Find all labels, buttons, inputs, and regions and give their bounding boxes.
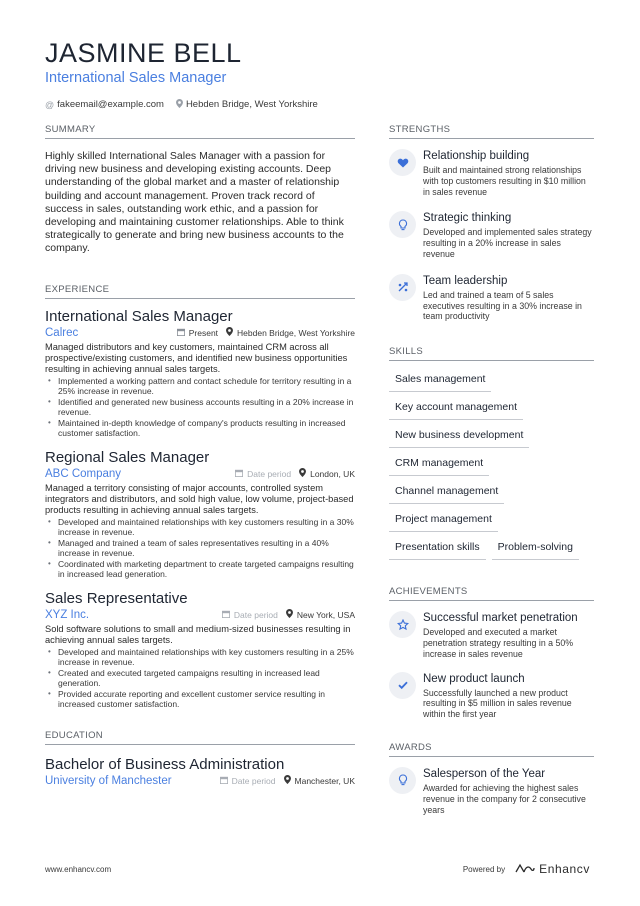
awards-heading: AWARDS: [389, 742, 594, 757]
strength-title: Relationship building: [423, 150, 530, 162]
calendar-icon: [222, 610, 230, 620]
job-location: [286, 609, 355, 620]
job-meta-right: [214, 609, 355, 620]
strength-item: [389, 149, 594, 197]
location-pin-icon: [286, 609, 293, 620]
enhancv-logo[interactable]: [515, 862, 590, 876]
skills-list: [389, 368, 594, 564]
job-meta-right: [227, 468, 355, 479]
location-text: Hebden Bridge, West Yorkshire: [185, 99, 318, 110]
award-desc: Awarded for achieving the highest sales revenue in the company for 2 consecutive years: [423, 782, 586, 815]
strength-title: Team leadership: [423, 274, 508, 287]
job-meta: [45, 609, 355, 621]
achievement-desc: Successfully launched a new product resulting in $5 million in sales revenue within the first year: [423, 687, 572, 720]
job-bullet: • Provided accurate reporting and excellent customer service resulting in increased customer satisfaction.: [45, 689, 355, 710]
skill-tag: CRM management: [389, 452, 489, 476]
job-bullet: • Maintained in-depth knowledge of company's products resulting in increased customer satisfaction.: [45, 418, 355, 439]
education-date-text: Date period: [231, 775, 276, 786]
enhancv-logo-icon: [515, 863, 535, 875]
powered-by: [463, 862, 590, 876]
education-location: [284, 775, 355, 786]
at-icon: @: [45, 99, 55, 110]
job-title: Sales Representative: [45, 589, 188, 607]
job-bullet: • Identified and generated new business accounts resulting in a 20% increase in revenue.: [45, 397, 355, 418]
job-description: Sold software solutions to small and medium-sized businesses resulting in achieving annual sales targets.: [45, 623, 351, 645]
team-icon: [389, 274, 416, 301]
job-bullet: • Created and executed targeted campaigns resulting in increased lead generation.: [45, 668, 355, 689]
check-icon: [389, 672, 416, 699]
job-entry: [45, 448, 355, 580]
summary-text: Highly skilled International Sales Manager with a passion for driving new business and developing existing accounts. Deep understanding of the global market and a master of relationship building and account management. Proven track record of success in sales, outstanding work ethic, and a passion for developing and maintaining customer relationships. Able to think strategically to generate and bring new business accounts to the company.: [45, 150, 344, 255]
job-entry: [45, 589, 355, 710]
award-title: Salesperson of the Year: [423, 767, 546, 780]
education-location-text: Manchester, UK: [294, 775, 355, 786]
job-date: [235, 469, 291, 479]
location-pin-icon: [284, 775, 291, 786]
heart-icon: [389, 149, 416, 176]
powered-by-label: Powered by: [462, 864, 506, 874]
skill-tag: Key account management: [389, 396, 523, 420]
page-footer: [45, 862, 590, 876]
job-bullets: [45, 517, 355, 580]
job-meta: [45, 327, 355, 339]
job-bullet: • Managed and trained a team of sales representatives resulting in a 40% increase in revenue.: [45, 538, 355, 559]
job-bullet: • Coordinated with marketing department to create targeted campaigns resulting in increased lead generation.: [45, 559, 355, 580]
job-title: International Sales Manager: [45, 307, 233, 325]
job-meta-right: [169, 327, 355, 338]
job-date-text: Present: [188, 327, 219, 338]
brand-name: Enhancv: [539, 862, 590, 876]
candidate-name: JASMINE BELL: [45, 38, 242, 68]
strength-item: [389, 274, 594, 322]
skill-tag: New business development: [389, 424, 529, 448]
achievement-desc: Developed and executed a market penetration strategy resulting in a 50% increase in sales revenue: [423, 627, 574, 659]
job-location: [226, 327, 355, 338]
email-item[interactable]: [45, 99, 164, 110]
location-pin-icon: [299, 468, 306, 479]
summary-section: [45, 124, 355, 256]
strength-desc: Led and trained a team of 5 sales executives resulting in a 30% increase in team productivity: [423, 289, 582, 322]
education-meta: [45, 775, 355, 787]
job-bullets: [45, 647, 355, 710]
job-entry: [45, 307, 355, 439]
education-section: [45, 730, 355, 787]
skills-heading: SKILLS: [389, 346, 594, 361]
awards-section: [389, 742, 594, 815]
job-location: [299, 468, 355, 479]
achievement-item: [389, 672, 594, 720]
skills-section: [389, 346, 594, 564]
achievement-title: Successful market penetration: [423, 612, 578, 625]
location-pin-icon: [176, 99, 183, 110]
job-meta: [45, 468, 355, 480]
job-bullet: • Developed and maintained relationships with key customers resulting in a 25% increase in revenue.: [45, 647, 355, 668]
job-title: Regional Sales Manager: [45, 448, 210, 466]
education-entry: [45, 755, 355, 787]
job-location-text: Hebden Bridge, West Yorkshire: [237, 327, 355, 338]
job-location-text: New York, USA: [296, 609, 355, 620]
job-description: Managed distributors and key customers, maintained CRM across all prospective/existing customers, and identified new business opportunities resulting in achieving annual sales targets.: [45, 341, 348, 374]
job-date-text: Date period: [247, 468, 292, 479]
achievement-title: New product launch: [423, 672, 525, 685]
location-pin-icon: [226, 327, 233, 338]
resume-header: [45, 38, 605, 110]
experience-section: [45, 284, 355, 710]
candidate-role: International Sales Manager: [45, 70, 227, 86]
summary-heading: SUMMARY: [45, 124, 355, 139]
job-location-text: London, UK: [310, 468, 355, 479]
email-text: fakeemail@example.com: [57, 99, 164, 110]
lightbulb-icon: [389, 211, 416, 238]
calendar-icon: [235, 469, 243, 479]
achievement-item: [389, 611, 594, 659]
job-date: [222, 610, 278, 620]
left-column: [45, 124, 355, 787]
strength-desc: Developed and implemented sales strategy resulting in a 20% increase in sales revenue: [423, 227, 592, 259]
star-icon: [389, 611, 416, 638]
job-description: Managed a territory consisting of major accounts, controlled system integrators and distributors, and sold high value, low volume, project-based products resulting in achieving annual sales targets.: [45, 482, 354, 515]
strengths-heading: STRENGTHS: [389, 124, 594, 139]
achievements-heading: ACHIEVEMENTS: [389, 586, 594, 601]
job-date-text: Date period: [233, 609, 278, 620]
location-item: [176, 99, 318, 110]
job-date: [177, 328, 218, 338]
education-heading: EDUCATION: [45, 730, 355, 745]
strength-item: [389, 211, 594, 259]
strength-title: Strategic thinking: [423, 212, 512, 225]
job-bullets: [45, 376, 355, 439]
experience-heading: EXPERIENCE: [45, 284, 355, 299]
footer-url[interactable]: www.enhancv.com: [45, 864, 112, 874]
skill-tag: Project management: [389, 508, 498, 532]
contact-row: [45, 99, 605, 110]
achievements-section: [389, 586, 594, 720]
company-name: XYZ Inc.: [45, 608, 90, 621]
skill-tag: Presentation skills: [389, 536, 486, 560]
job-bullet: • Developed and maintained relationships with key customers resulting in a 30% increase in revenue.: [45, 517, 355, 538]
education-date: [220, 776, 276, 786]
strength-desc: Built and maintained strong relationships with top customers resulting in $10 million in sales revenue: [423, 165, 586, 197]
school-name: University of Manchester: [45, 774, 172, 787]
skill-tag: Problem-solving: [492, 536, 579, 560]
strengths-section: [389, 124, 594, 322]
job-bullet: • Implemented a working pattern and contact schedule for territory resulting in a 25% increase in revenue.: [45, 376, 355, 397]
degree-title: Bachelor of Business Administration: [45, 755, 285, 773]
calendar-icon: [177, 328, 185, 338]
lightbulb-icon: [389, 767, 416, 794]
company-name: ABC Company: [45, 467, 122, 480]
award-item: [389, 767, 594, 815]
skill-tag: Sales management: [389, 368, 491, 392]
company-name: Calrec: [45, 326, 79, 339]
calendar-icon: [220, 776, 228, 786]
right-column: [389, 124, 594, 815]
education-meta-right: [212, 775, 355, 786]
skill-tag: Channel management: [389, 480, 504, 504]
